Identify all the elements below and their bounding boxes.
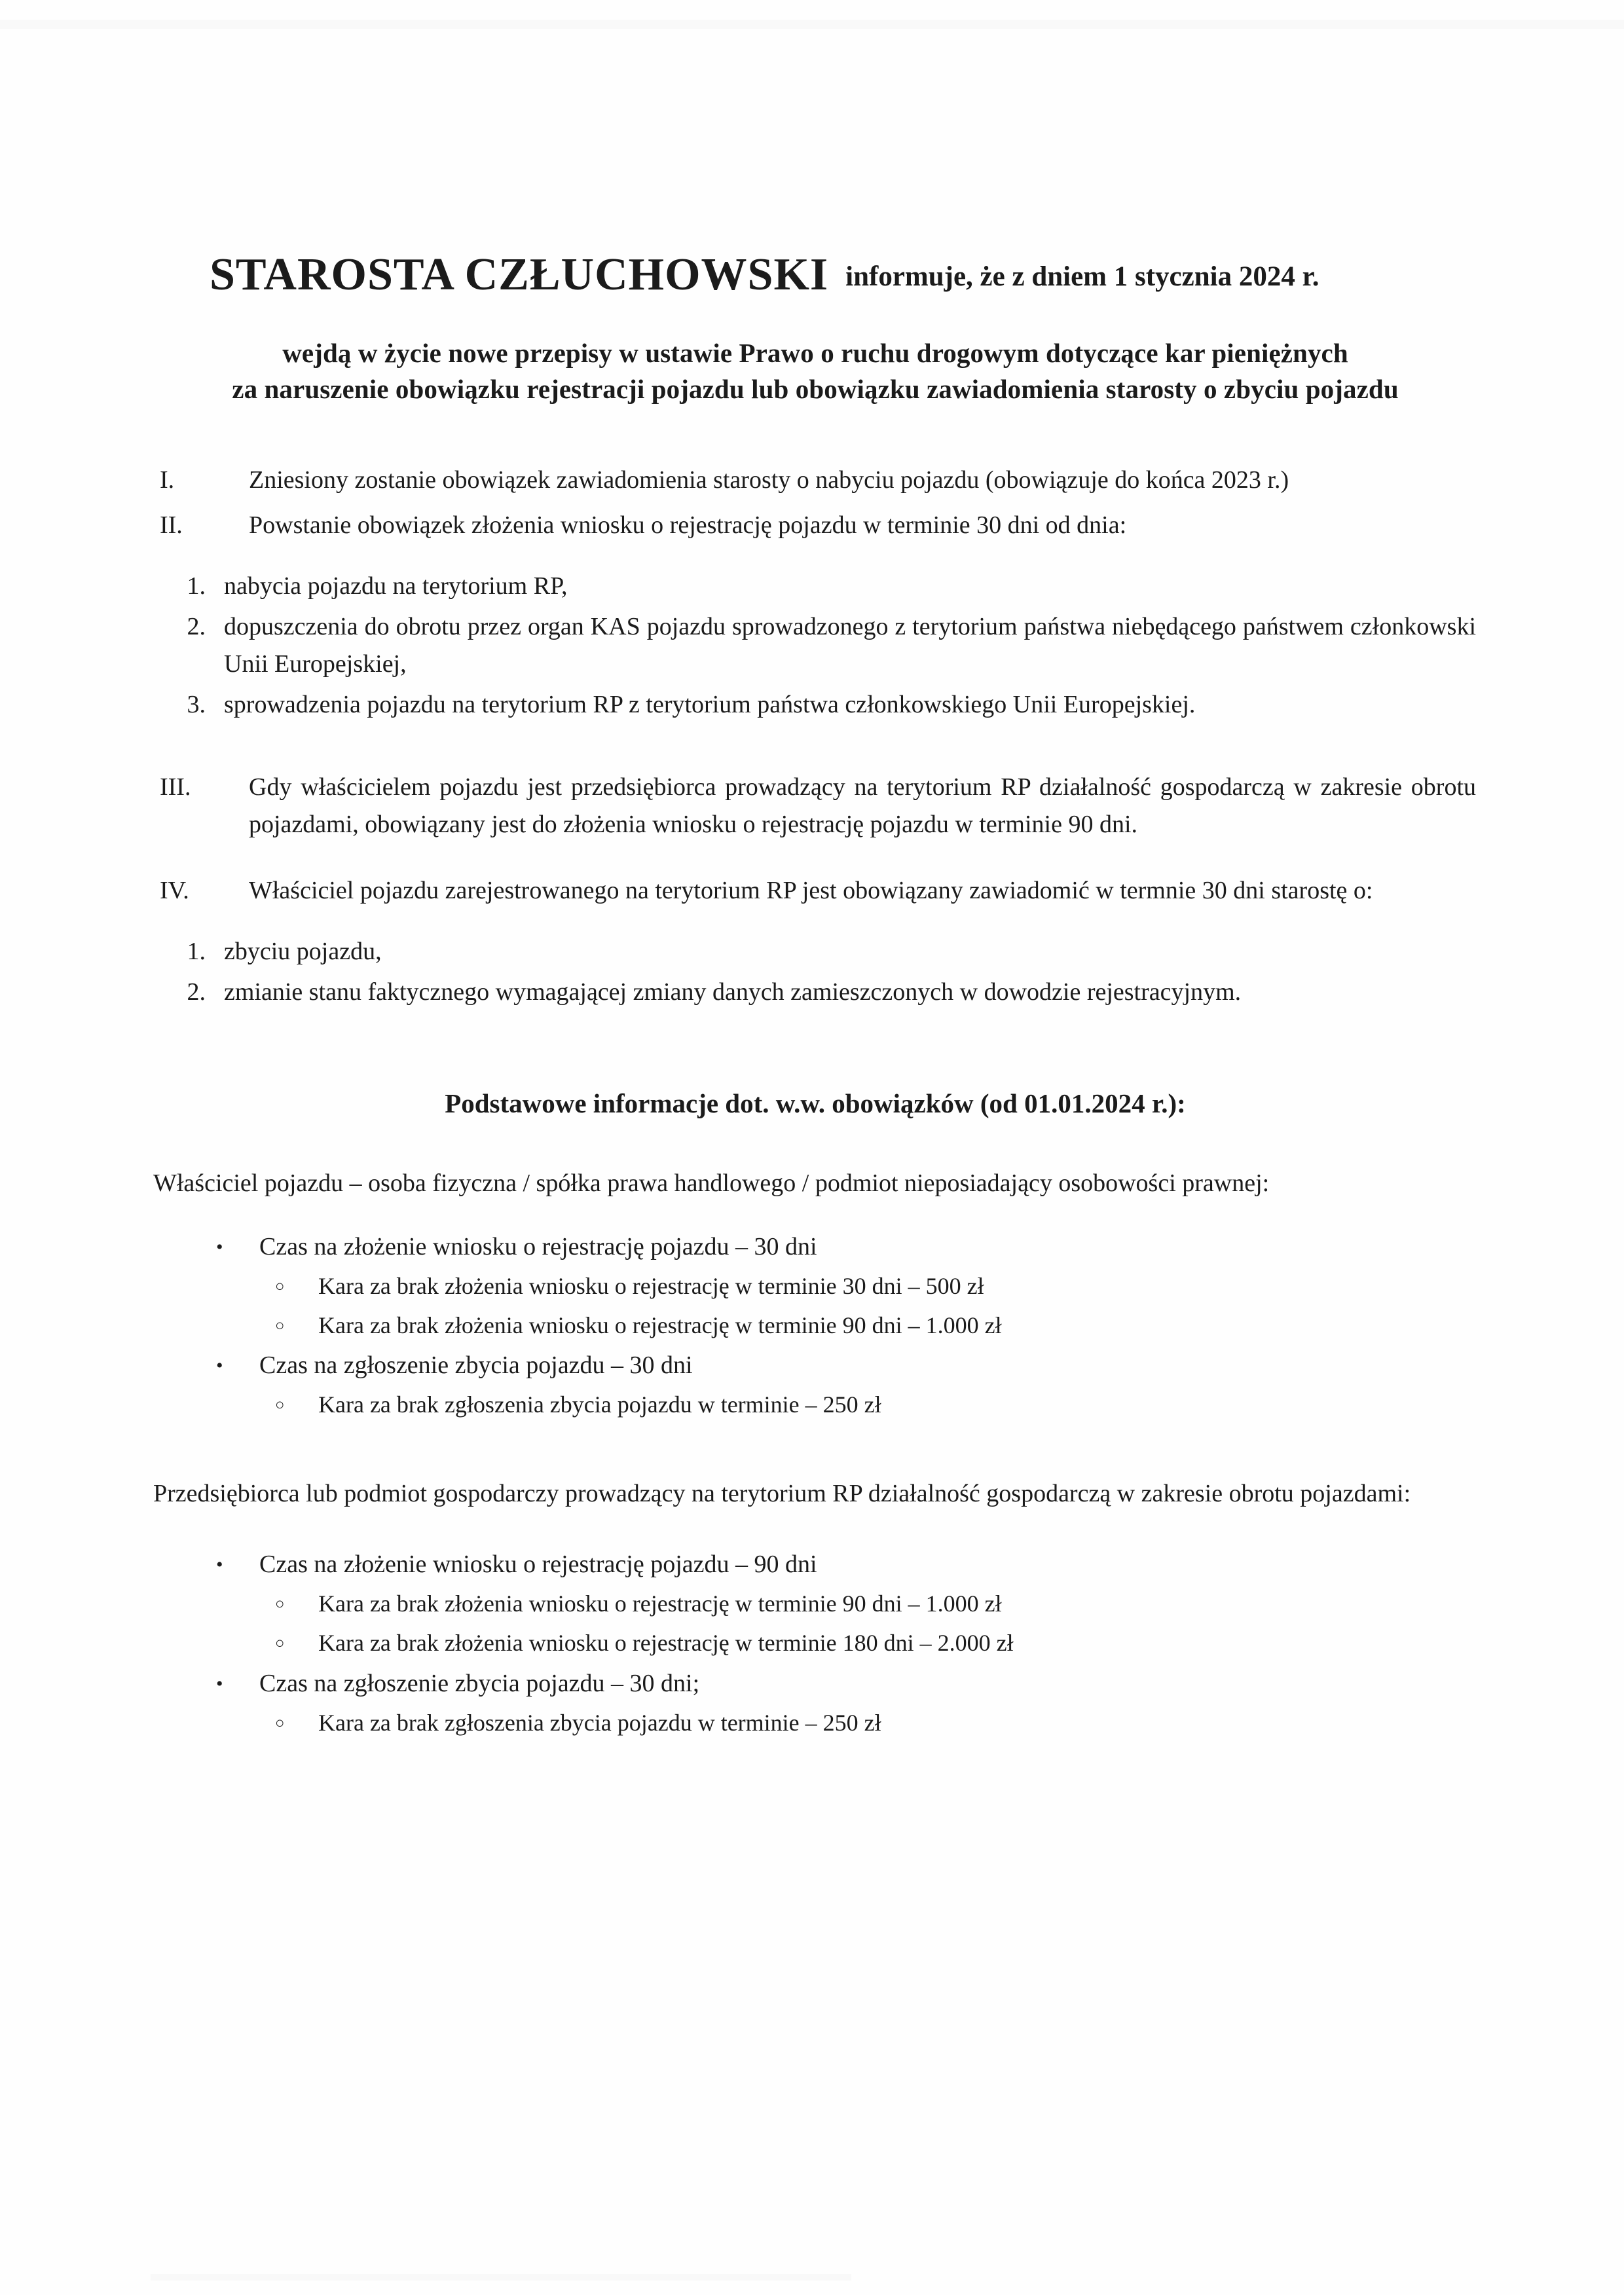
roman-marker-iii: III. [160,773,191,801]
numbered-text: zbyciu pojazdu, [224,937,382,965]
page-title-suffix: informuje, że z dniem 1 stycznia 2024 r. [845,261,1320,292]
roman-item-iv [151,872,1480,909]
roman-item-ii [151,507,1480,544]
roman-item-i [151,462,1480,499]
numbered-marker: 1. [187,572,206,600]
numbered-marker: 1. [187,937,206,965]
document-content [151,0,1480,1752]
bullet-label: Kara za brak zgłoszenia zbycia pojazdu w terminie – 250 zł [318,1709,881,1736]
numbered-sublist-after-iv [151,933,1480,1010]
numbered-marker: 2. [187,613,206,641]
circle-bullet-icon: ○ [275,1397,285,1414]
bullet-item-level2 [151,1268,1480,1305]
circle-bullet-icon: ○ [275,1317,285,1335]
subtitle-line-1: wejdą w życie nowe przepisy w ustawie Prawo o ruchu drogowym dotyczące kar pieniężnych [282,338,1348,368]
numbered-item [151,974,1480,1010]
numbered-text: sprowadzenia pojazdu na terytorium RP z terytorium państwa członkowskiego Unii Europejskiej. [224,690,1196,718]
bullet-item-level1 [151,1347,1480,1384]
numbered-item [151,933,1480,970]
roman-section-list [151,462,1480,544]
bullet-label: Czas na złożenie wniosku o rejestrację pojazdu – 30 dni [259,1232,817,1260]
owner-intro-paragraph: Właściciel pojazdu – osoba fizyczna / spółka prawa handlowego / podmiot nieposiadający osobowości prawnej: [153,1169,1270,1198]
bullet-item-level2 [151,1308,1480,1344]
bullet-item-level1 [151,1228,1480,1266]
roman-marker-iv: IV. [160,876,189,904]
roman-text-i: Zniesiony zostanie obowiązek zawiadomienia starosty o nabyciu pojazdu (obowiązuje do końca 2023 r.) [249,466,1289,494]
circle-bullet-icon: ○ [275,1277,285,1295]
disc-bullet-icon: • [216,1236,223,1258]
disc-bullet-icon: • [216,1355,223,1377]
bullet-item-level2 [151,1387,1480,1423]
bullet-label: Czas na zgłoszenie zbycia pojazdu – 30 dni [259,1351,693,1380]
bullet-label: Kara za brak złożenia wniosku o rejestrację w terminie 30 dni – 500 zł [318,1272,984,1299]
document-header [151,249,1480,301]
owner-bullet-group [151,1228,1480,1424]
bullet-item-level2 [151,1705,1480,1742]
subtitle-line-2: za naruszenie obowiązku rejestracji pojazdu lub obowiązku zawiadomienia starosty o zbyciu pojazdu [232,373,1399,404]
bullet-item-level2 [151,1586,1480,1623]
disc-bullet-icon: • [216,1554,223,1576]
circle-bullet-icon: ○ [275,1635,285,1653]
bullet-label: Kara za brak zgłoszenia zbycia pojazdu w terminie – 250 zł [318,1391,881,1418]
numbered-item [151,608,1480,682]
numbered-text: zmianie stanu faktycznego wymagającej zmiany danych zamieszczonych w dowodzie rejestracyjnym. [224,978,1242,1006]
roman-marker-i: I. [160,466,175,494]
bullet-label: Czas na złożenie wniosku o rejestrację pojazdu – 90 dni [259,1551,817,1579]
bullet-item-level1 [151,1546,1480,1583]
bullet-label: Kara za brak złożenia wniosku o rejestrację w terminie 180 dni – 2.000 zł [318,1630,1014,1657]
roman-marker-ii: II. [160,511,183,540]
numbered-text: nabycia pojazdu na terytorium RP, [224,572,568,600]
numbered-text: dopuszczenia do obrotu przez organ KAS pojazdu sprowadzonego z terytorium państwa niebędącego państwem członkowski Unii Europejskiej, [224,613,1476,678]
numbered-marker: 3. [187,690,206,718]
numbered-item [151,568,1480,604]
circle-bullet-icon: ○ [275,1714,285,1732]
numbered-sublist-after-ii [151,568,1480,723]
circle-bullet-icon: ○ [275,1596,285,1613]
business-intro-paragraph: Przedsiębiorca lub podmiot gospodarczy prowadzący na terytorium RP działalność gospodarczą w zakresie obrotu pojazdami: [153,1479,1411,1507]
roman-text-ii: Powstanie obowiązek złożenia wniosku o rejestrację pojazdu w terminie 30 dni od dnia: [249,511,1127,540]
roman-text-iii: Gdy właścicielem pojazdu jest przedsiębiorca prowadzący na terytorium RP działalność gospodarczą w zakresie obrotu pojazdami, obowiązany jest do złożenia wniosku o rejestrację pojazdu w terminie 90 dni. [249,773,1476,838]
disc-bullet-icon: • [216,1672,223,1695]
document-subtitle [151,335,1480,407]
numbered-item [151,686,1480,723]
roman-section-list-continued [151,769,1480,909]
page-title: STAROSTA CZŁUCHOWSKI [210,249,829,300]
bullet-label: Czas na zgłoszenie zbycia pojazdu – 30 dni; [259,1669,700,1697]
roman-text-iv: Właściciel pojazdu zarejestrowanego na terytorium RP jest obowiązany zawiadomić w termnie 30 dni starostę o: [249,876,1373,904]
bullet-label: Kara za brak złożenia wniosku o rejestrację w terminie 90 dni – 1.000 zł [318,1312,1002,1339]
business-bullet-group [151,1546,1480,1742]
bullet-item-level1 [151,1665,1480,1702]
bullet-item-level2 [151,1625,1480,1662]
bullet-label: Kara za brak złożenia wniosku o rejestrację w terminie 90 dni – 1.000 zł [318,1590,1002,1617]
info-section-heading: Podstawowe informacje dot. w.w. obowiązków (od 01.01.2024 r.): [445,1088,1186,1119]
numbered-marker: 2. [187,978,206,1006]
roman-item-iii [151,769,1480,843]
scan-artifact-bottom [151,2274,851,2281]
